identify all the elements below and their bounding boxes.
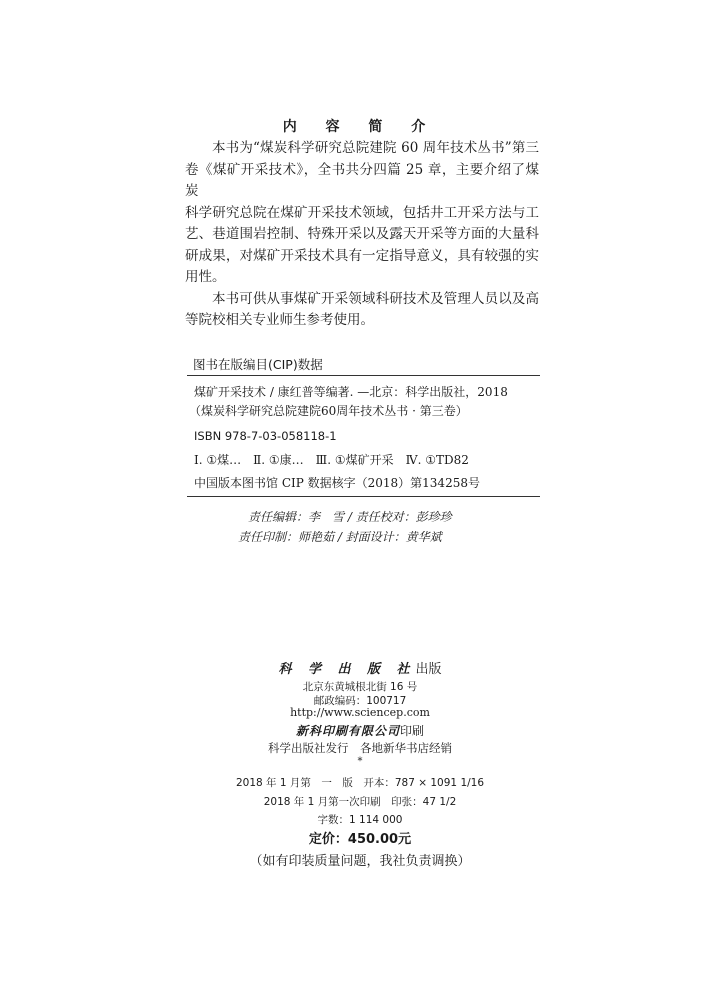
printer-line xyxy=(0,722,720,739)
cip-top-rule xyxy=(187,375,540,376)
intro-paragraph-2 xyxy=(185,289,539,332)
price-label: 定价： xyxy=(308,832,348,847)
intro-heading: 内 容 简 介 xyxy=(282,119,438,135)
intro-p1-line: 用性。 xyxy=(185,269,226,285)
printing-info: 2018 年 1 月第一次印刷 印张：47 1/2 xyxy=(263,796,457,808)
intro-p1-line: 科学研究总院在煤矿开采技术领域，包括井工开采方法与工 xyxy=(185,204,539,221)
price-value: 450.00元 xyxy=(347,832,412,847)
cip-record: 中国版本图书馆 CIP 数据核字（2018）第134258号 xyxy=(194,476,480,490)
intro-p2-line: 等院校相关专业师生参考使用。 xyxy=(185,312,374,328)
publisher-url: http://www.sciencep.com xyxy=(290,706,430,719)
edition-info: 2018 年 1 月第 一 版 开本：787 × 1091 1/16 xyxy=(235,777,485,789)
cip-bottom-rule xyxy=(187,496,540,497)
price xyxy=(0,828,720,847)
cip-classification: Ⅰ. ①煤… Ⅱ. ①康… Ⅲ. ①煤矿开采 Ⅳ. ①TD82 xyxy=(194,453,469,467)
separator-star: * xyxy=(357,756,363,767)
intro-p1-line: 研成果，对煤矿开采技术具有一定指导意义，具有较强的实 xyxy=(185,247,539,264)
cip-line-2: （煤炭科学研究总院建院60周年技术丛书 · 第三卷） xyxy=(189,404,468,418)
intro-p1-line: 卷《煤矿开采技术》，全书共分四篇 25 章，主要介绍了煤炭 xyxy=(185,161,539,199)
printer-name: 新科印刷有限公司 xyxy=(295,724,400,738)
intro-paragraph-1 xyxy=(185,138,539,289)
quality-note: （如有印装质量问题，我社负责调换） xyxy=(249,854,471,869)
word-count: 字数：1 114 000 xyxy=(317,814,403,826)
intro-body xyxy=(185,138,539,332)
cip-title: 图书在版编目(CIP)数据 xyxy=(193,357,323,372)
publisher-postcode: 邮政编码：100717 xyxy=(313,695,407,707)
cip-isbn: ISBN 978-7-03-058118-1 xyxy=(194,429,337,443)
intro-p1-line: 艺、巷道围岩控制、特殊开采以及露天开采等方面的大量科 xyxy=(185,226,539,242)
distribution: 科学出版社发行 各地新华书店经销 xyxy=(268,741,452,755)
staff-line-2: 责任印制：师艳茹 / 封面设计：黄华斌 xyxy=(238,530,442,544)
publisher-name: 科 学 出 版 社 xyxy=(278,662,416,677)
cip-line-1: 煤矿开采技术 / 康红普等编著. —北京：科学出版社，2018 xyxy=(194,385,508,399)
intro-p1-line: 本书为“煤炭科学研究总院建院 60 周年技术丛书”第三 xyxy=(212,140,539,156)
printer-suffix: 印刷 xyxy=(400,724,425,738)
publisher-line xyxy=(0,658,720,677)
intro-p2-line: 本书可供从事煤矿开采领域科研技术及管理人员以及高 xyxy=(212,290,539,307)
publisher-suffix: 出版 xyxy=(415,662,442,677)
staff-line-1: 责任编辑：李 雪 / 责任校对：彭珍珍 xyxy=(248,510,452,524)
publisher-address: 北京东黄城根北街 16 号 xyxy=(302,681,418,693)
